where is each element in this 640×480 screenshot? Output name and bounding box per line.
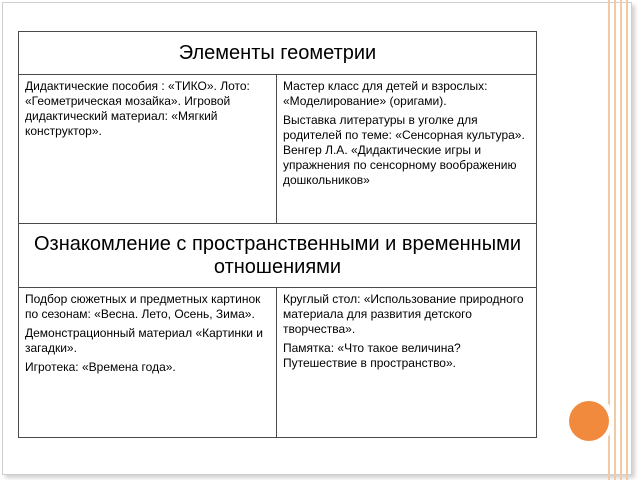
cell-paragraph: Подбор сюжетных и предметных картинок по сезонам: «Весна. Лето, Осень, Зима». xyxy=(25,292,261,321)
cell-paragraph: Дидактические пособия : «ТИКО». Лото: «Геометрическая мозайка». Игровой дидактический материал: «Мягкий конструктор». xyxy=(25,79,250,138)
table-cell-left xyxy=(19,75,277,224)
table-row xyxy=(19,224,537,288)
content-table xyxy=(18,31,537,438)
cell-paragraph: Игротека: «Времена года». xyxy=(25,360,176,374)
section-heading-geometry: Элементы геометрии xyxy=(19,32,537,75)
cell-paragraph: Выставка литературы в уголке для родителей по теме: «Сенсорная культура». Венгер Л.А. «Дидактические игры и упражнения по сенсорному воображению дошкольников» xyxy=(283,113,525,187)
cell-paragraph: Демонстрационный материал «Картинки и загадки». xyxy=(25,326,264,355)
table-cell-left xyxy=(19,288,277,438)
section-heading-spatial: Ознакомление с пространственными и временными отношениями xyxy=(19,224,537,288)
decorative-stripe xyxy=(620,0,622,480)
decorative-circle xyxy=(569,401,609,441)
cell-paragraph: Мастер класс для детей и взрослых: «Моделирование» (оригами). xyxy=(283,79,488,108)
cell-paragraph: Памятка: «Что такое величина? Путешествие в пространство». xyxy=(283,341,461,370)
cell-paragraph: Круглый стол: «Использование природного материала для развития детского творчества». xyxy=(283,292,524,336)
decorative-stripe xyxy=(614,0,616,480)
table-cell-right xyxy=(277,75,537,224)
table-row xyxy=(19,32,537,75)
table-row xyxy=(19,288,537,438)
table-row xyxy=(19,75,537,224)
decorative-stripe xyxy=(626,0,628,480)
table-cell-right xyxy=(277,288,537,438)
